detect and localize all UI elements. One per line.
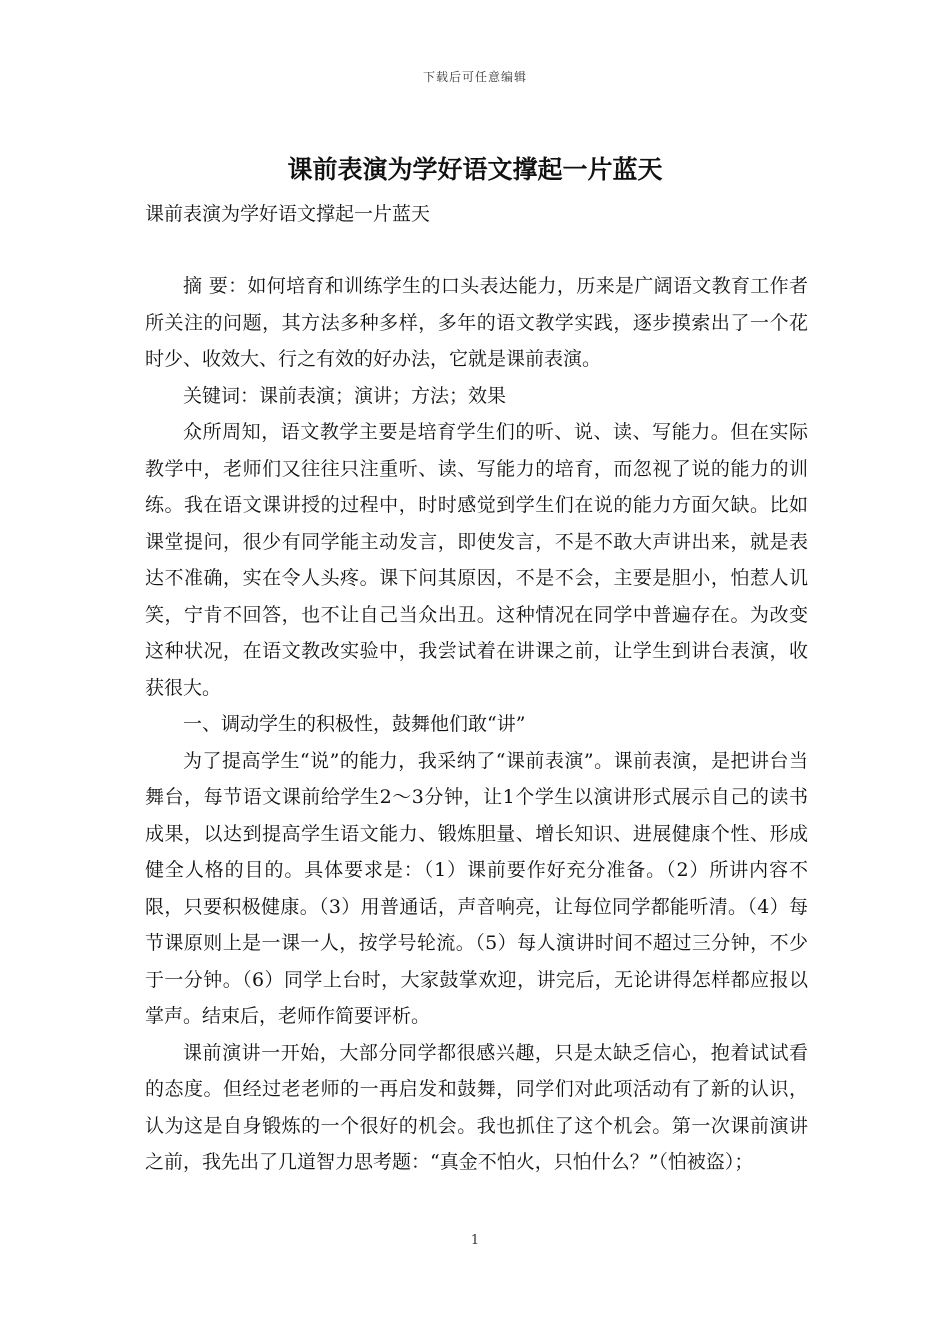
document-body [145,268,808,1181]
page-header-note: 下载后可任意编辑 [422,70,527,84]
document-subtitle: 课前表演为学好语文撑起一片蓝天 [145,203,431,225]
keywords-paragraph: 关键词：课前表演；演讲；方法；效果 [183,384,507,407]
body-paragraph: 课前演讲一开始，大部分同学都很感兴趣，只是太缺乏信心，抱着试试看的态度。但经过老老师的一再启发和鼓舞，同学们对此项活动有了新的认识，认为这是自身锻炼的一个很好的机会。我也抓住了这个机会。第一次课前演讲之前，我先出了几道智力思考题：“真金不怕火，只怕什么？”（怕被盗）； [145,1041,808,1173]
page-number: 1 [470,1233,480,1248]
section-heading: 一、调动学生的积极性，鼓舞他们敢“讲” [183,713,526,735]
document-title: 课前表演为学好语文撑起一片蓝天 [287,155,663,184]
body-paragraph: 众所周知，语文教学主要是培育学生们的听、说、读、写能力。但在实际教学中，老师们又往往只注重听、读、写能力的培育，而忽视了说的能力的训练。我在语文课讲授的过程中，时时感觉到学生们在说的能力方面欠缺。比如课堂提问，很少有同学能主动发言，即使发言，不是不敢大声讲出来，就是表达不准确，实在令人头疼。课下问其原因，不是不会，主要是胆小，怕惹人讥笑，宁肯不回答，也不让自己当众出丑。这种情况在同学中普遍存在。为改变这种状况，在语文教改实验中，我尝试着在讲课之前，让学生到讲台表演，收获很大。 [145,421,808,699]
body-paragraph: 为了提高学生“说”的能力，我采纳了“课前表演”。课前表演，是把讲台当舞台，每节语文课前给学生2～3分钟，让1个学生以演讲形式展示自己的读书成果，以达到提高学生语文能力、锻炼胆量、增长知识、进展健康个性、形成健全人格的目的。具体要求是：（1）课前要作好充分准备。（2）所讲内容不限，只要积极健康。（3）用普通话，声音响亮，让每位同学都能听清。（4）每节课原则上是一课一人，按学号轮流。（5）每人演讲时间不超过三分钟，不少于一分钟。（6）同学上台时，大家鼓掌欢迎，讲完后，无论讲得怎样都应报以掌声。结束后，老师作简要评析。 [145,749,808,1027]
abstract-paragraph: 摘 要：如何培育和训练学生的口头表达能力，历来是广阔语文教育工作者所关注的问题，其方法多种多样，多年的语文教学实践，逐步摸索出了一个花时少、收效大、行之有效的好办法，它就是课前表演。 [145,275,808,370]
